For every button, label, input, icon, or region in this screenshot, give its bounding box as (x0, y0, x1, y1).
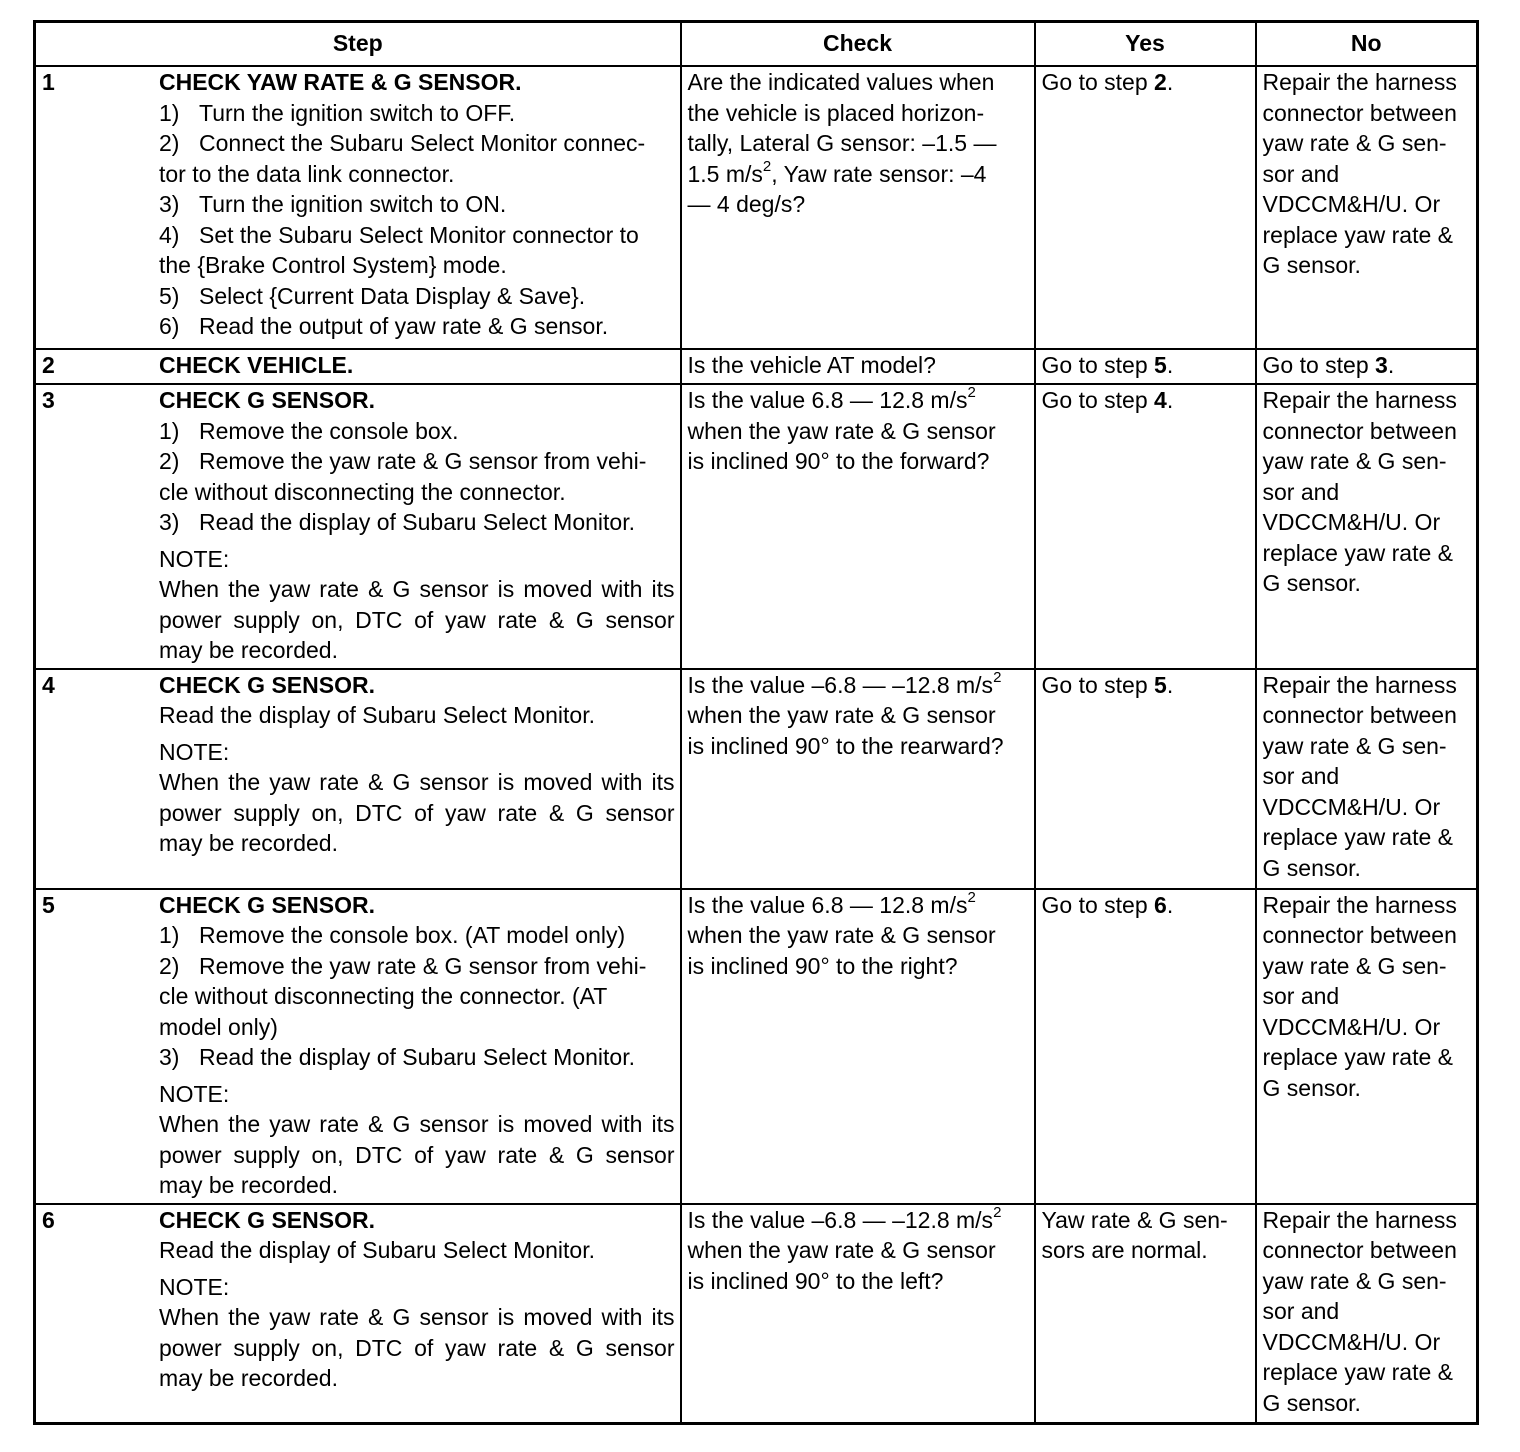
note-text: When the yaw rate & G sensor is moved with its power supply on, DTC of yaw rate & G sensor may be recorded. (159, 576, 675, 663)
note-label: NOTE: (159, 1273, 230, 1300)
header-check: Check (681, 22, 1035, 67)
step-cell (35, 669, 681, 889)
step-cell (35, 384, 681, 669)
step-line: Read the display of Subaru Select Monitor. (159, 1237, 595, 1263)
check-cell: Is the value –6.8 — –12.8 $m/s^2$ when the yaw rate & G sensor is inclined 90° to the rearward? (681, 669, 1035, 889)
step-title: CHECK YAW RATE & G SENSOR. (159, 69, 522, 95)
yes-cell: Go to step 2. (1035, 66, 1256, 349)
table-row-3 (35, 384, 1478, 669)
step-title: CHECK G SENSOR. (159, 671, 375, 698)
diagnostic-table (33, 20, 1479, 1425)
no-cell: Repair the harness connector between yaw rate & G sen- sor and VDCCM&H/U. Or replace yaw rate & G sensor. (1256, 66, 1478, 349)
step-number: 5 (42, 891, 55, 918)
no-cell: Repair the harness connector between yaw rate & G sen- sor and VDCCM&H/U. Or replace yaw rate & G sensor. (1256, 1204, 1478, 1424)
step-number: 1 (42, 69, 55, 95)
step-line: 3) Read the display of Subaru Select Monitor. (159, 1044, 635, 1070)
step-line: 1) Turn the ignition switch to OFF. (159, 99, 516, 126)
yes-cell: Yaw rate & G sen- sors are normal. (1035, 1204, 1256, 1424)
note-text: When the yaw rate & G sensor is moved with its power supply on, DTC of yaw rate & G sensor may be recorded. (159, 1304, 675, 1391)
yes-cell: Go to step 6. (1035, 889, 1256, 1204)
step-title: CHECK G SENSOR. (159, 387, 375, 413)
step-title: CHECK G SENSOR. (159, 1206, 375, 1233)
step-line: 2) Remove the yaw rate & G sensor from vehi- (159, 448, 647, 474)
step-title: CHECK G SENSOR. (159, 891, 375, 918)
header-no: No (1256, 22, 1478, 67)
step-line: Read the display of Subaru Select Monitor. (159, 702, 595, 728)
step-line: the {Brake Control System} mode. (159, 252, 507, 278)
step-cell (35, 889, 681, 1204)
note-text: When the yaw rate & G sensor is moved with its power supply on, DTC of yaw rate & G sensor may be recorded. (159, 769, 675, 856)
yes-cell: Go to step 4. (1035, 384, 1256, 669)
header-step: Step (35, 22, 681, 67)
table-row-5 (35, 889, 1478, 1204)
step-cell (35, 349, 681, 384)
check-cell: Are the indicated values when the vehicle is placed horizon- tally, Lateral G sensor: –1.5 — 1.5 $m/s^2$, Yaw rate sensor: –4 — 4 deg/s? (681, 66, 1035, 349)
no-cell: Go to step 3. (1256, 349, 1478, 384)
no-cell: Repair the harness connector between yaw rate & G sen- sor and VDCCM&H/U. Or replace yaw rate & G sensor. (1256, 669, 1478, 889)
step-line: 3) Turn the ignition switch to ON. (159, 191, 507, 217)
step-line: 2) Connect the Subaru Select Monitor connec- (159, 130, 646, 156)
step-number: 6 (42, 1206, 55, 1233)
check-cell: Is the value 6.8 — 12.8 $m/s^2$ when the yaw rate & G sensor is inclined 90° to the right? (681, 889, 1035, 1204)
step-line: tor to the data link connector. (159, 160, 455, 187)
step-line: cle without disconnecting the connector. (AT (159, 983, 608, 1009)
table-row-1 (35, 66, 1478, 349)
step-number: 3 (42, 387, 55, 413)
check-cell: Is the value 6.8 — 12.8 $m/s^2$ when the yaw rate & G sensor is inclined 90° to the forward? (681, 384, 1035, 669)
step-title: CHECK VEHICLE. (159, 352, 354, 378)
yes-cell: Go to step 5. (1035, 349, 1256, 384)
step-number: 4 (42, 671, 55, 698)
no-cell: Repair the harness connector between yaw rate & G sen- sor and VDCCM&H/U. Or replace yaw rate & G sensor. (1256, 384, 1478, 669)
note-label: NOTE: (159, 545, 230, 572)
step-line: model only) (159, 1013, 278, 1040)
step-line: cle without disconnecting the connector. (159, 478, 566, 505)
table-row-4 (35, 669, 1478, 889)
table-row-2 (35, 349, 1478, 384)
note-text: When the yaw rate & G sensor is moved with its power supply on, DTC of yaw rate & G sensor may be recorded. (159, 1111, 675, 1198)
note-label: NOTE: (159, 738, 230, 765)
step-line: 1) Remove the console box. (AT model only) (159, 922, 626, 948)
step-line: 6) Read the output of yaw rate & G sensor. (159, 313, 609, 339)
check-cell: Is the vehicle AT model? (681, 349, 1035, 384)
step-line: 2) Remove the yaw rate & G sensor from vehi- (159, 952, 647, 979)
header-row (35, 22, 1478, 67)
step-line: 3) Read the display of Subaru Select Monitor. (159, 509, 635, 535)
table-row-6 (35, 1204, 1478, 1424)
header-yes: Yes (1035, 22, 1256, 67)
yes-cell: Go to step 5. (1035, 669, 1256, 889)
step-line: 1) Remove the console box. (159, 417, 459, 444)
step-line: 5) Select {Current Data Display & Save}. (159, 282, 586, 309)
step-line: 4) Set the Subaru Select Monitor connector to (159, 221, 639, 248)
check-cell: Is the value –6.8 — –12.8 $m/s^2$ when the yaw rate & G sensor is inclined 90° to the left? (681, 1204, 1035, 1424)
no-cell: Repair the harness connector between yaw rate & G sen- sor and VDCCM&H/U. Or replace yaw rate & G sensor. (1256, 889, 1478, 1204)
step-number: 2 (42, 352, 55, 378)
step-cell (35, 1204, 681, 1424)
note-label: NOTE: (159, 1080, 230, 1107)
step-cell (35, 66, 681, 349)
